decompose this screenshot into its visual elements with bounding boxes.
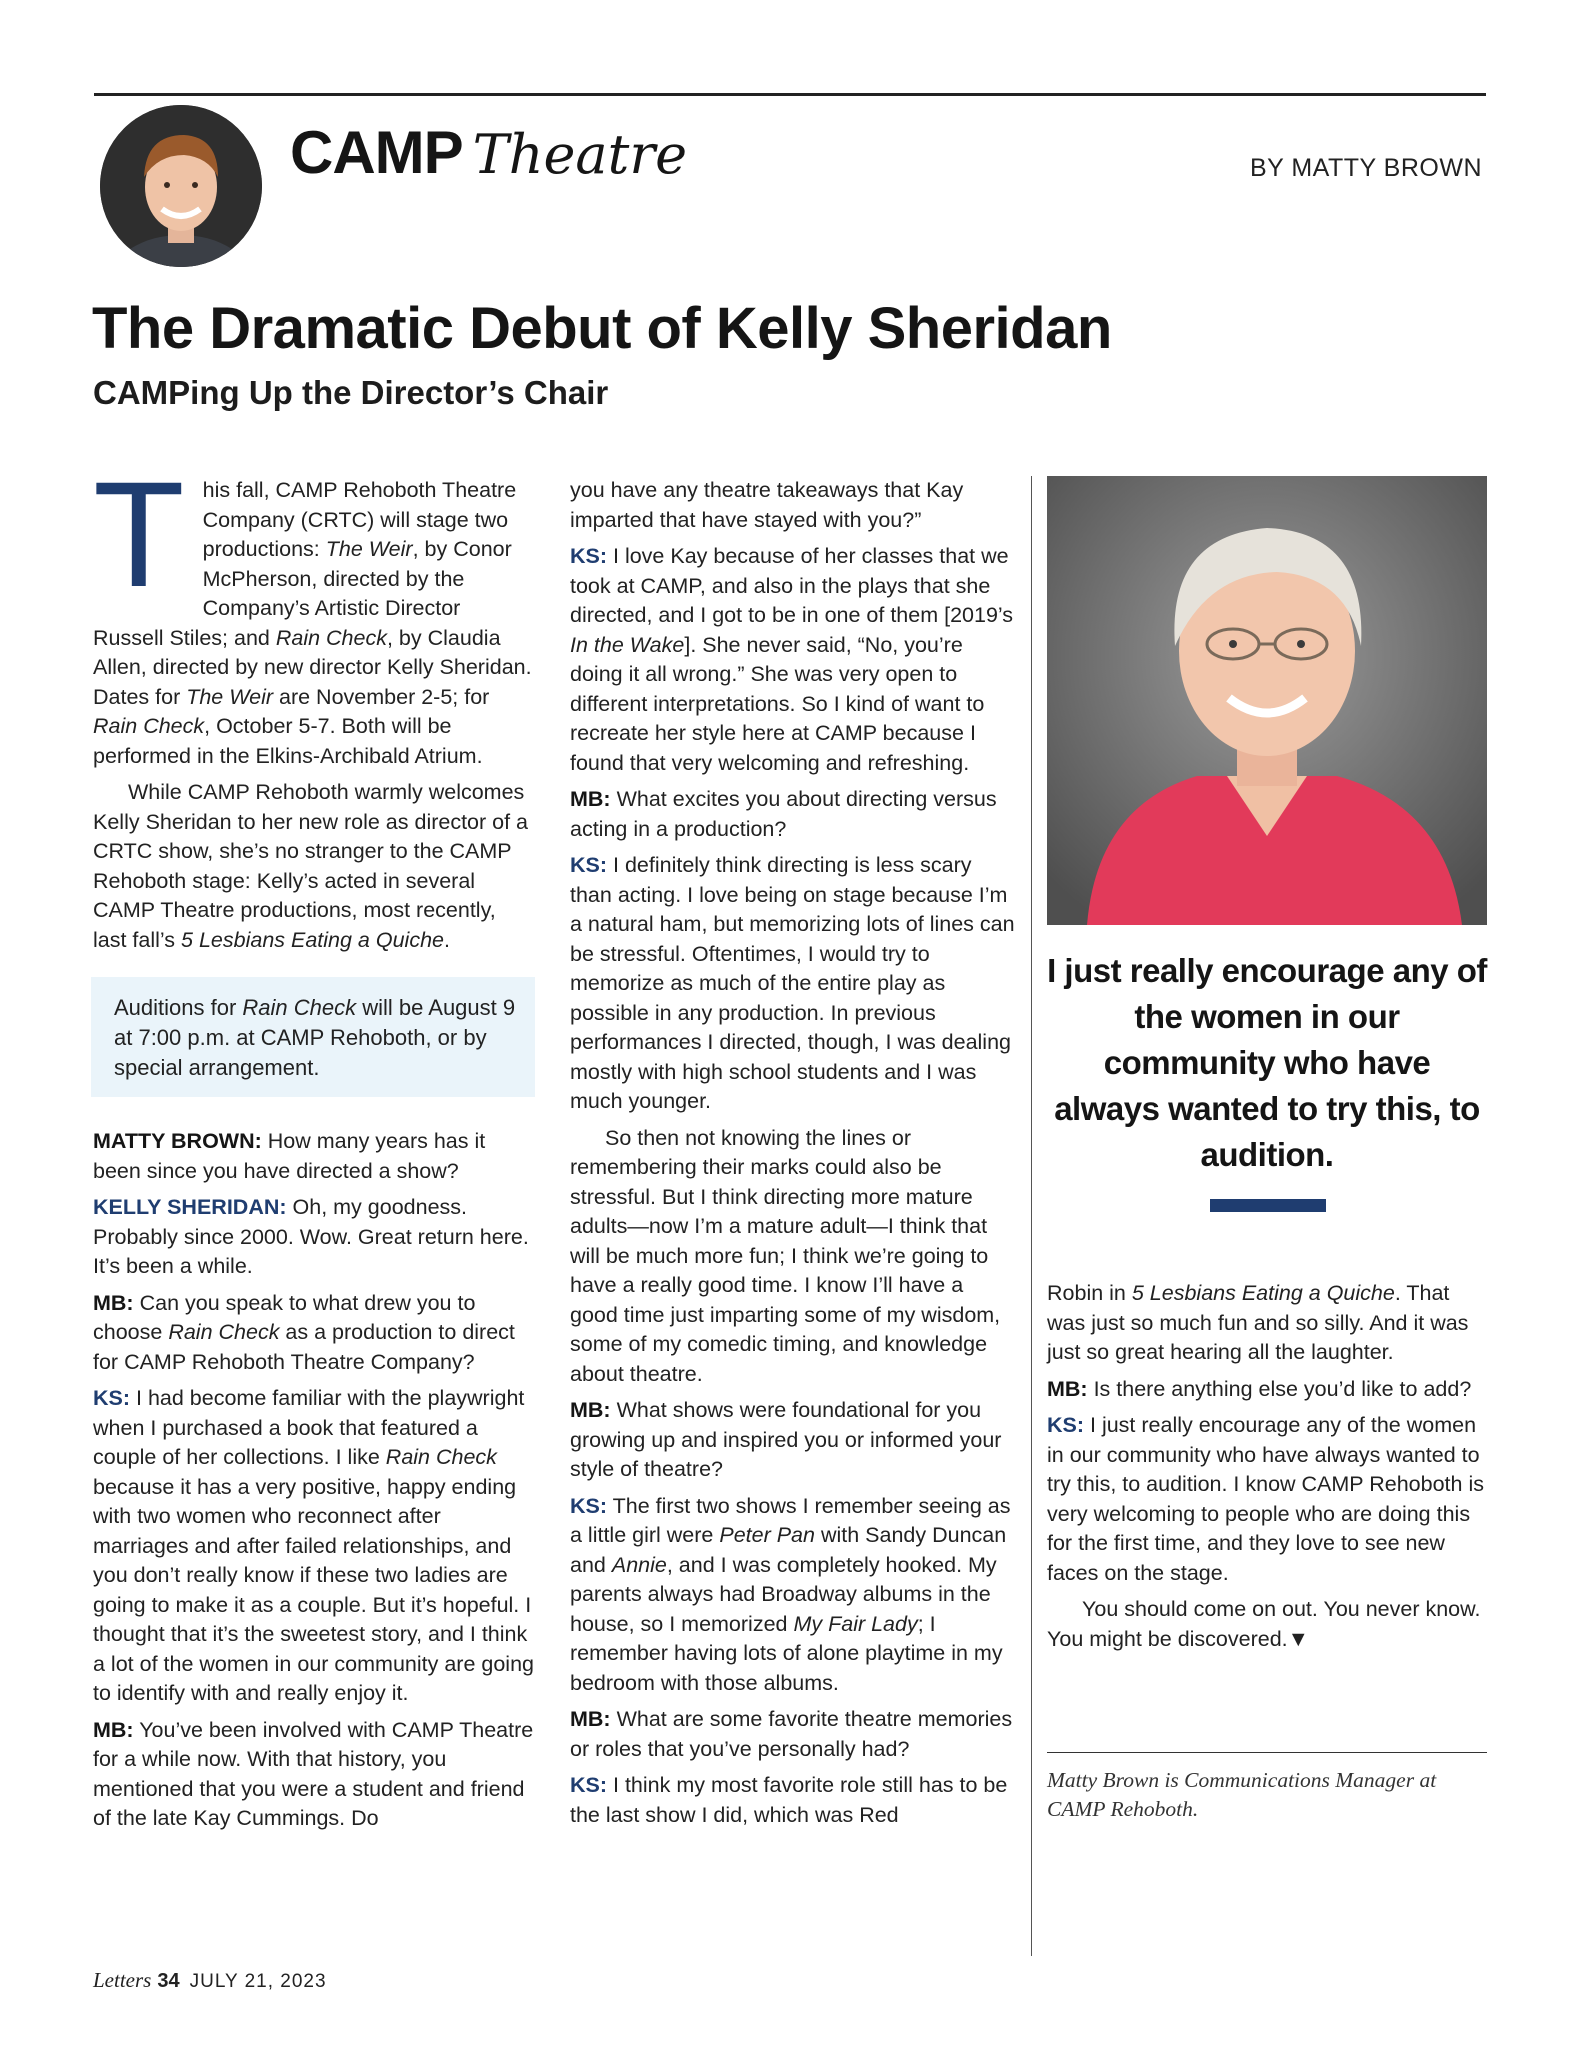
pull-quote: I just really encourage any of the women in our community who have always wanted to try this, to audition. bbox=[1047, 952, 1487, 1173]
section-title-italic: Theatre bbox=[472, 123, 688, 186]
pull-quote-bar bbox=[1210, 1199, 1326, 1212]
speaker-label: MB: bbox=[93, 1717, 134, 1742]
speaker-label: MB: bbox=[570, 787, 611, 811]
qa-list bbox=[93, 1127, 535, 1834]
speaker-label: MB: bbox=[570, 1398, 611, 1422]
speaker-label: MB: bbox=[1047, 1376, 1088, 1401]
speaker-label: KELLY SHERIDAN: bbox=[93, 1195, 287, 1219]
text-run: will be August 9 at 7:00 p.m. at CAMP Rehoboth, or by special arrangement. bbox=[114, 995, 516, 1080]
qa-paragraph bbox=[570, 1492, 1015, 1699]
audition-callout-box bbox=[91, 977, 535, 1097]
text-run: In the Wake bbox=[570, 632, 685, 657]
qa-paragraph bbox=[1047, 1279, 1487, 1368]
qa-paragraph bbox=[93, 1127, 535, 1186]
text-run: You should come on out. You never know. You might be discovered.▼ bbox=[1047, 1597, 1481, 1651]
qa-paragraph bbox=[1047, 1595, 1487, 1654]
text-run: Peter Pan bbox=[719, 1523, 815, 1547]
byline: BY MATTY BROWN bbox=[1249, 154, 1482, 182]
text-run: I just really encourage any of the women in our community who have always wanted to try this, to audition. I know CAMP Rehoboth is very welcoming to people who are doing this for the first time, and they love to see new faces on the stage. bbox=[1047, 1413, 1484, 1585]
issue-date: JULY 21, 2023 bbox=[189, 1971, 327, 1992]
qa-paragraph bbox=[570, 1771, 1015, 1830]
text-run: Oh, my goodness. Probably since 2000. Wow. Great return here. It’s been a while. bbox=[93, 1195, 529, 1278]
column-divider bbox=[1031, 476, 1032, 1956]
text-run: you have any theatre takeaways that Kay imparted that have stayed with you?” bbox=[570, 478, 964, 532]
text-run: . That was just so much fun and so silly. And it was just so great hearing all the laughter. bbox=[1047, 1281, 1469, 1364]
text-run: , by Claudia Allen, directed by new director Kelly Sheridan. Dates for bbox=[93, 625, 532, 709]
qa-paragraph bbox=[93, 1193, 535, 1282]
subheadline: CAMPing Up the Director’s Chair bbox=[93, 374, 609, 411]
text-run: as a production to direct for CAMP Rehoboth Theatre Company? bbox=[93, 1320, 515, 1374]
publication-name: Letters bbox=[93, 1968, 152, 1992]
text-run: Can you speak to what drew you to choose bbox=[93, 1290, 476, 1344]
header-rule bbox=[94, 93, 1486, 96]
text-run: because it has a very positive, happy ending with two women who reconnect after marriages and after failed relationships, and you don’t really know if these two ladies are going to make it as a couple. But it’s hopeful. I thought that it’s the sweetest story, and I think a lot of the women in our community are going to identify with and really enjoy it. bbox=[93, 1474, 534, 1705]
speaker-label: KS: bbox=[1047, 1413, 1085, 1437]
text-run: What shows were foundational for you growing up and inspired you or informed your style of theatre? bbox=[570, 1398, 1002, 1481]
text-run: ]. She never said, “No, you’re doing it all wrong.” She was very open to different interpretations. So I kind of want to recreate her style here at CAMP because I found that very welcoming and refreshing. bbox=[570, 632, 985, 775]
qa-paragraph bbox=[1047, 1375, 1487, 1405]
page-number: 34 bbox=[157, 1970, 180, 1992]
qa-paragraph bbox=[570, 1396, 1015, 1485]
text-run: I definitely think directing is less scary than acting. I love being on stage because I’m a natural ham, but memorizing lots of lines can be stressful. Oftentimes, I would try to memorize as much of the entire play as possible in any production. In previous performances I directed, though, I was dealing mostly with high school students and I was much younger. bbox=[570, 853, 1015, 1113]
text-run: Rain Check bbox=[242, 995, 357, 1020]
text-run: 5 Lesbians Eating a Quiche bbox=[181, 927, 444, 952]
text-run: Rain Check bbox=[385, 1445, 497, 1469]
qa-list bbox=[1047, 1279, 1487, 1654]
text-run: What excites you about directing versus acting in a production? bbox=[570, 787, 997, 841]
article-column-2 bbox=[570, 476, 1015, 1837]
text-run: his fall, CAMP Rehoboth Theatre Company (CRTC) will stage two productions: bbox=[202, 478, 517, 561]
speaker-label: KS: bbox=[570, 1773, 608, 1797]
article-column-1 bbox=[93, 450, 535, 1841]
qa-list bbox=[570, 476, 1015, 1830]
text-run: with Sandy Duncan and bbox=[570, 1523, 1007, 1577]
page-footer bbox=[93, 1968, 327, 1993]
qa-paragraph bbox=[570, 542, 1015, 778]
text-run: I had become familiar with the playwright when I purchased a book that featured a couple of her collections. I like bbox=[93, 1386, 525, 1469]
speaker-label: MATTY BROWN: bbox=[93, 1129, 262, 1153]
text-run: Rain Check bbox=[93, 714, 205, 738]
headline: The Dramatic Debut of Kelly Sheridan bbox=[92, 296, 1112, 361]
qa-paragraph bbox=[1047, 1411, 1487, 1588]
text-run: 5 Lesbians Eating a Quiche bbox=[1131, 1281, 1395, 1305]
speaker-label: KS: bbox=[570, 544, 608, 568]
text-run: You’ve been involved with CAMP Theatre for a while now. With that history, you mentioned that you were a student and friend of the late Kay Cummings. Do bbox=[93, 1717, 534, 1830]
text-run: . bbox=[444, 927, 450, 952]
text-run: The Weir bbox=[325, 537, 413, 561]
text-run: I love Kay because of her classes that we took at CAMP, and also in the plays that she directed, and I got to be in one of them [2019’s bbox=[570, 544, 1014, 627]
qa-paragraph bbox=[570, 476, 1015, 535]
qa-paragraph bbox=[93, 1384, 535, 1709]
speaker-label: KS: bbox=[570, 853, 608, 877]
bio-rule bbox=[1047, 1752, 1487, 1753]
text-run: What are some favorite theatre memories or roles that you’ve personally had? bbox=[570, 1707, 1013, 1761]
author-avatar bbox=[100, 105, 262, 267]
text-run: Rain Check bbox=[275, 625, 387, 650]
speaker-label: MB: bbox=[93, 1290, 134, 1315]
speaker-label: MB: bbox=[570, 1707, 611, 1731]
text-run: , and I was completely hooked. My parents always had Broadway albums in the house, so I memorized bbox=[570, 1552, 997, 1636]
text-run: are November 2-5; for bbox=[273, 684, 490, 709]
section-title-bold: CAMP bbox=[290, 119, 463, 186]
text-run: ; I remember having lots of alone playtime in my bedroom with those albums. bbox=[570, 1611, 1003, 1695]
section-title bbox=[290, 118, 687, 187]
text-run: While CAMP Rehoboth warmly welcomes Kelly Sheridan to her new role as director of a CRTC show, she’s no stranger to the CAMP Rehoboth stage: Kelly’s acted in several CAMP Theatre productions, most recently, last fall’s bbox=[93, 780, 529, 952]
text-run: Is there anything else you’d like to add? bbox=[1087, 1376, 1472, 1401]
text-run: How many years has it been since you have directed a show? bbox=[93, 1129, 486, 1183]
qa-paragraph bbox=[93, 1289, 535, 1378]
text-run: , October 5-7. Both will be performed in the Elkins-Archibald Atrium. bbox=[93, 714, 483, 768]
text-run: Auditions for bbox=[114, 995, 243, 1020]
text-run: The first two shows I remember seeing as a little girl were bbox=[570, 1493, 1011, 1547]
body-paragraph bbox=[93, 778, 535, 955]
text-run: The Weir bbox=[186, 684, 274, 709]
qa-paragraph bbox=[93, 1716, 535, 1834]
text-run: Rain Check bbox=[168, 1320, 280, 1344]
drop-cap: T bbox=[93, 450, 185, 618]
kelly-sheridan-photo bbox=[1047, 476, 1487, 925]
qa-paragraph bbox=[570, 785, 1015, 844]
text-run: So then not knowing the lines or remembering their marks could also be stressful. But I think directing more mature adults—now I’m a mature adult—I think that will be much more fun; I think we’re going to have a really good time. I know I’ll have a good time just imparting some of my wisdom, some of my comedic timing, and knowledge about theatre. bbox=[570, 1125, 1001, 1386]
speaker-label: KS: bbox=[93, 1386, 131, 1410]
speaker-label: KS: bbox=[570, 1493, 608, 1518]
text-run: Annie bbox=[611, 1552, 667, 1577]
text-run: Robin in bbox=[1047, 1281, 1132, 1305]
text-run: , by Conor McPherson, directed by the Company’s Artistic Director Russell Stiles; and bbox=[93, 537, 512, 650]
article-column-3 bbox=[1047, 1279, 1487, 1661]
qa-paragraph bbox=[570, 851, 1015, 1117]
qa-paragraph bbox=[570, 1124, 1015, 1390]
author-bio: Matty Brown is Communications Manager at CAMP Rehoboth. bbox=[1047, 1768, 1437, 1821]
text-run: I think my most favorite role still has to be the last show I did, which was Red bbox=[570, 1773, 1008, 1827]
text-run: My Fair Lady bbox=[793, 1611, 918, 1636]
qa-paragraph bbox=[570, 1705, 1015, 1764]
